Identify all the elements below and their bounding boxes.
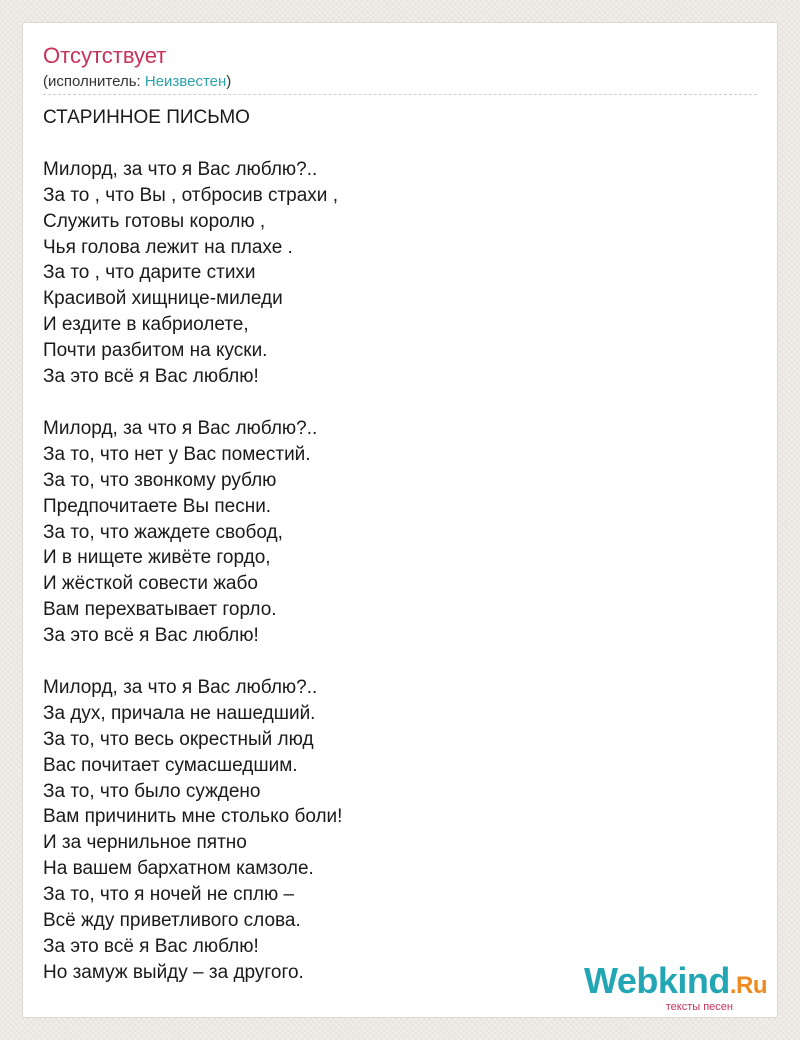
artist-prefix: (исполнитель:	[43, 73, 145, 90]
logo-tagline: тексты песен	[665, 1001, 733, 1013]
header-divider	[43, 94, 757, 95]
artist-link[interactable]: Неизвестен	[144, 73, 227, 90]
artist-line	[43, 72, 757, 92]
logo-wordmark	[583, 960, 767, 1004]
artist-suffix: )	[226, 73, 232, 90]
lyrics-card	[22, 22, 778, 1018]
lyrics-text: СТАРИННОЕ ПИСЬМО Милорд, за что я Вас люблю?.. За то , что Вы , отбросив страхи , Служить готовы королю , Чья голова лежит на плахе . За то , что дарите стихи Красивой хищнице-миледи И ездите в кабриолете, Почти разбитом на куски. За это всё я Вас люблю! Милорд, за что я Вас люблю?.. За то, что нет у Вас поместий. За то, что звонкому рублю Предпочитаете Вы песни. За то, что жаждете свобод, И в нищете живёте гордо, И жёсткой совести жабо Вам перехватывает горло. За это всё я Вас люблю! Милорд, за что я Вас люблю?.. За дух, причала не нашедший. За то, что весь окрестный люд Вас почитает сумасшедшим. За то, что было суждено Вам причинить мне столько боли! И за чернильное пятно На вашем бархатном камзоле. За то, что я ночей не сплю – Всё жду приветливого слова. За это всё я Вас люблю! Но замуж выйду – за другого.	[43, 107, 343, 983]
site-logo[interactable]	[583, 960, 767, 1013]
song-title: Отсутствует	[43, 43, 167, 68]
song-header	[43, 42, 757, 92]
logo-ru-text: .Ru	[729, 972, 767, 999]
logo-main-text: Webkind	[583, 960, 730, 1001]
